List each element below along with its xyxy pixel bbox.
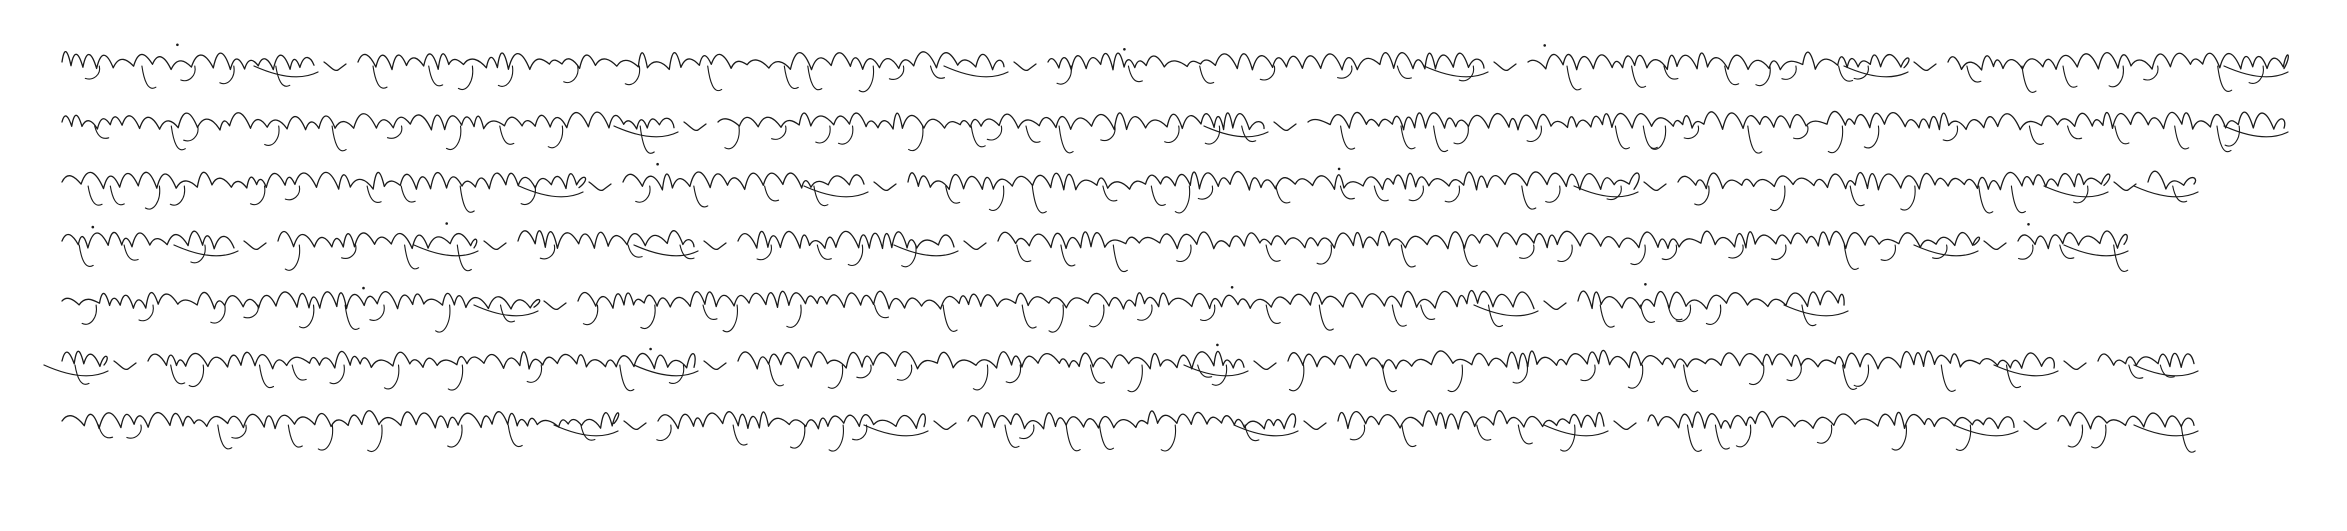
tsheg-dot [362,287,365,290]
tsheg-dot [1123,48,1126,51]
tsheg-dot [1216,344,1219,347]
tsheg-dot [1644,283,1647,286]
tsheg-dot [1543,44,1546,47]
tsheg-dot [92,226,95,229]
tsheg-dot [1231,286,1234,289]
tsheg-dot [176,44,179,47]
tsheg-dot [445,222,448,225]
tsheg-dot [649,348,652,351]
tsheg-dot [656,163,659,166]
tsheg-dot [2027,223,2030,226]
tsheg-dot [1338,168,1341,171]
